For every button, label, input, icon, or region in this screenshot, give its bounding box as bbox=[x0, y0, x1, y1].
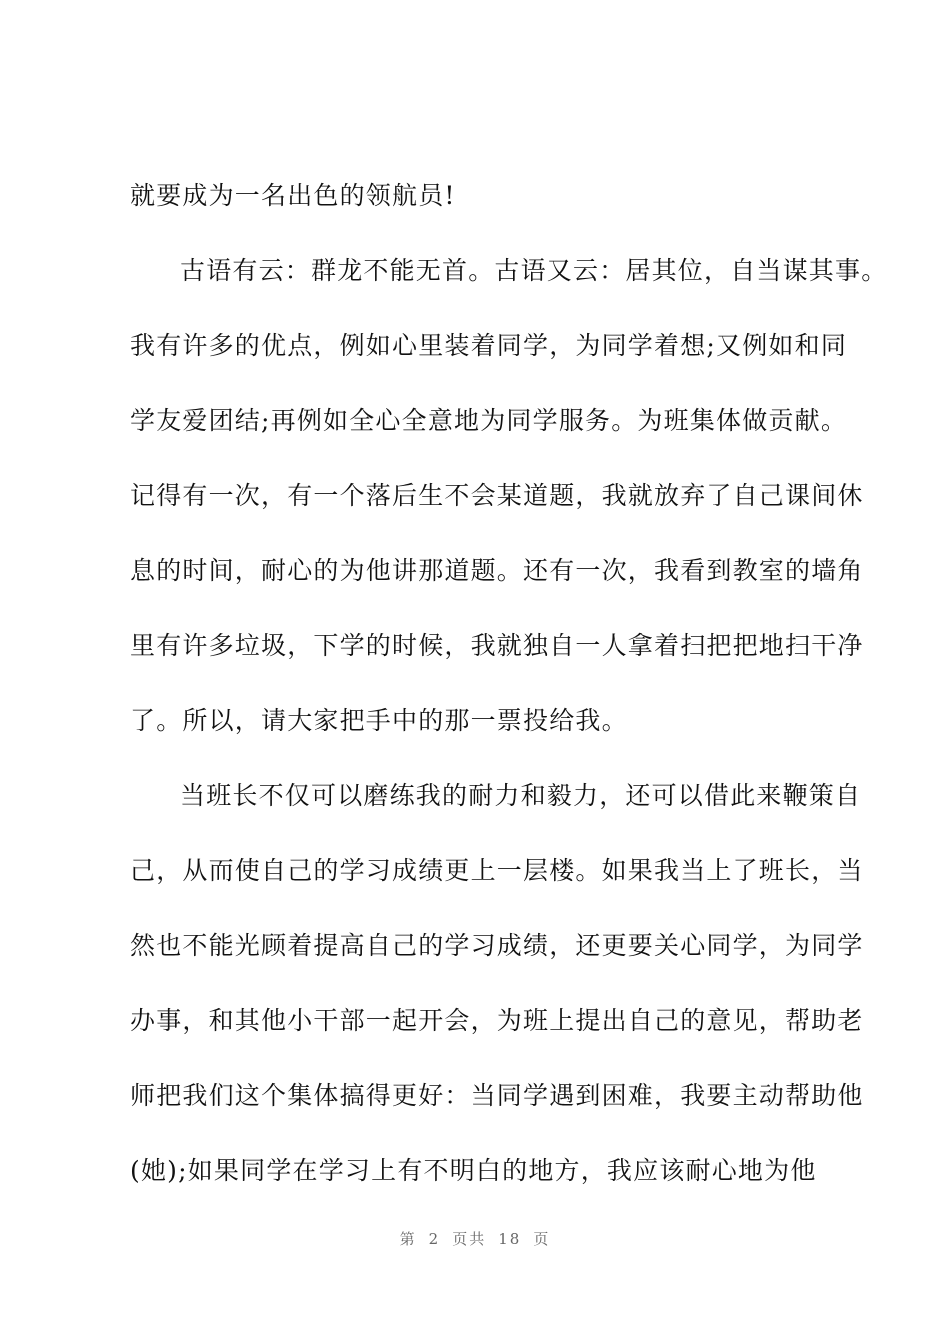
text-line: 我有许多的优点，例如心里装着同学，为同学着想;又例如和同 bbox=[130, 331, 848, 360]
text-line: 里有许多垃圾，下学的时候，我就独自一人拿着扫把把地扫干净 bbox=[130, 631, 864, 660]
footer-label-page: 第 bbox=[399, 1230, 417, 1248]
footer-current-page: 2 bbox=[428, 1230, 441, 1248]
footer-total-pages: 18 bbox=[498, 1230, 522, 1248]
text-line: 然也不能光顾着提高自己的学习成绩，还更要关心同学，为同学 bbox=[130, 931, 864, 960]
text-line: (她);如果同学在学习上有不明白的地方，我应该耐心地为他 bbox=[130, 1156, 817, 1185]
text-line: 师把我们这个集体搞得更好：当同学遇到困难，我要主动帮助他 bbox=[130, 1081, 864, 1110]
footer-label-pages: 页 bbox=[533, 1230, 551, 1248]
text-line: 办事，和其他小干部一起开会，为班上提出自己的意见，帮助老 bbox=[130, 1006, 864, 1035]
text-line: 就要成为一名出色的领航员! bbox=[130, 181, 456, 210]
text-line: 了。所以，请大家把手中的那一票投给我。 bbox=[130, 706, 628, 735]
page-footer bbox=[0, 1228, 950, 1249]
text-line: 古语有云：群龙不能无首。古语又云：居其位，自当谋其事。 bbox=[180, 256, 888, 285]
text-line: 当班长不仅可以磨练我的耐力和毅力，还可以借此来鞭策自 bbox=[180, 781, 862, 810]
text-line: 息的时间，耐心的为他讲那道题。还有一次，我看到教室的墙角 bbox=[130, 556, 864, 585]
text-line: 己，从而使自己的学习成绩更上一层楼。如果我当上了班长，当 bbox=[130, 856, 864, 885]
text-line: 记得有一次，有一个落后生不会某道题，我就放弃了自己课间休 bbox=[130, 481, 864, 510]
text-line: 学友爱团结;再例如全心全意地为同学服务。为班集体做贡献。 bbox=[130, 406, 848, 435]
footer-label-of: 页共 bbox=[452, 1230, 487, 1248]
